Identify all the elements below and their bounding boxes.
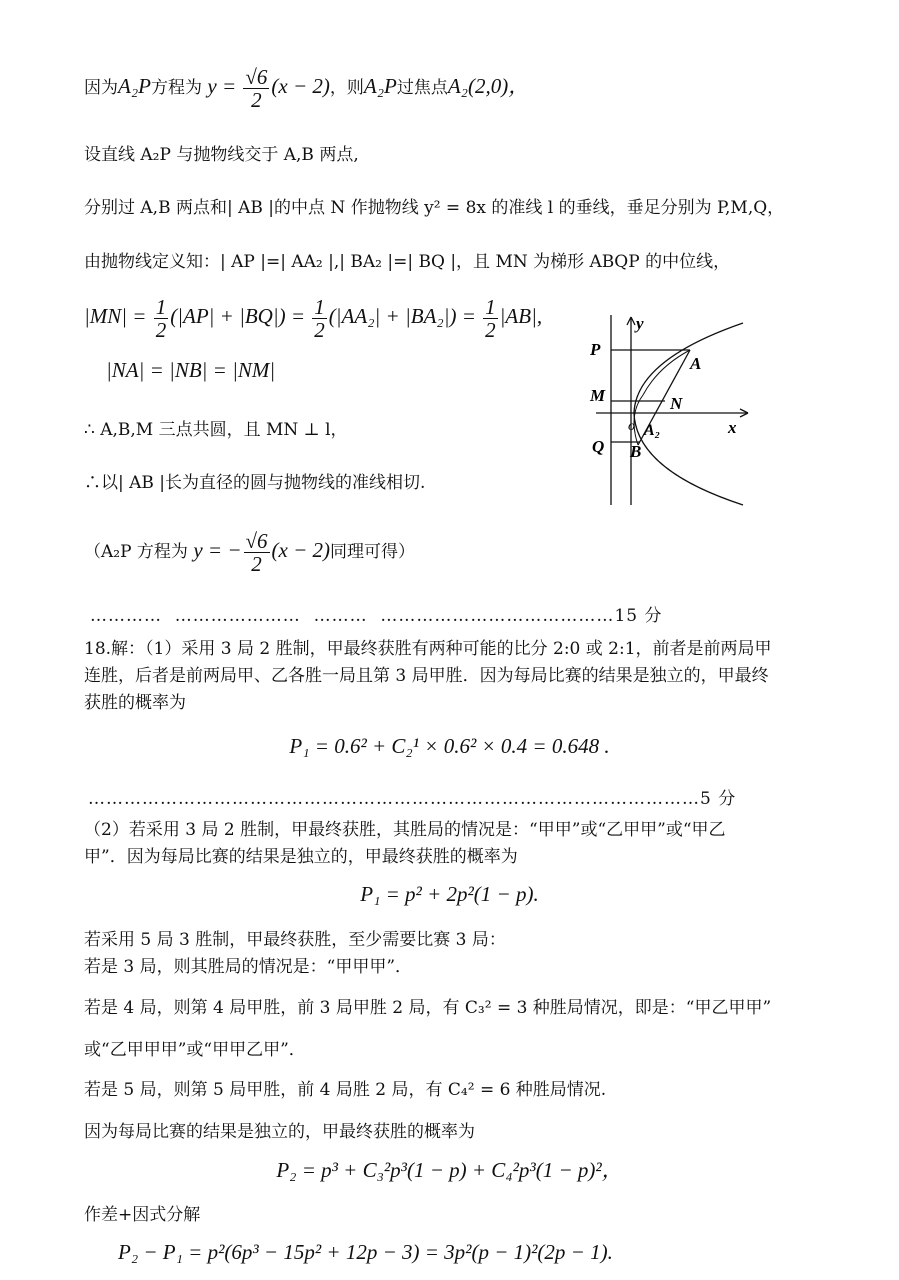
math: P₁ = 0.6² + C₂¹ × 0.6² × 0.4 = 0.648 . <box>289 734 610 758</box>
fraction <box>244 530 270 575</box>
fraction <box>154 296 169 341</box>
text: ，则 <box>329 78 364 98</box>
q18-line-4: （2）若采用 3 局 2 胜制，甲最终获胜，其胜局的情况是：“甲甲”或“乙甲甲”或“甲乙 <box>84 820 726 840</box>
math: y = − <box>193 538 242 562</box>
denominator: 2 <box>314 318 325 342</box>
numerator: 1 <box>314 295 325 319</box>
line-4: 由抛物线定义知：| AP |=| AA₂ |,| BA₂ |=| BQ |，且 MN 为梯形 ABQP 的中位线， <box>84 252 731 272</box>
denominator: 2 <box>485 318 496 342</box>
math: A₂P <box>118 74 151 98</box>
equation-na <box>106 358 275 384</box>
line-7 <box>84 530 415 575</box>
math: y = <box>207 74 242 98</box>
label-b: B <box>630 442 642 461</box>
math: (|AP| + |BQ|) = <box>170 304 311 328</box>
line-2: 设直线 A₂P 与抛物线交于 A,B 两点, <box>84 145 359 165</box>
text: 同理可得） <box>330 542 416 562</box>
label-n: N <box>670 394 683 413</box>
fraction <box>312 296 327 341</box>
q18-line-7: 若是 3 局，则其胜局的情况是：“甲甲甲”． <box>84 957 413 977</box>
math: A₂P <box>363 74 397 98</box>
q18-line-11: 因为每局比赛的结果是独立的，甲最终获胜的概率为 <box>84 1122 475 1142</box>
score-dots-2: …………………………………………………………………………………………5 分 <box>88 789 737 809</box>
math: P₂ = p³ + C₃²p³(1 − p) + C₄²p³(1 − p)²， <box>276 1158 623 1182</box>
q18-line-12: 作差+因式分解 <box>84 1205 201 1225</box>
equation-p1-numeric <box>0 734 899 760</box>
math: P₂ − P₁ = p²(6p³ − 15p² + 12p − 3) = 3p²(p − 1)²(2p − 1). <box>118 1240 613 1264</box>
numerator: 1 <box>485 295 496 319</box>
math: P₁ = p² + 2p²(1 − p). <box>360 882 539 906</box>
label-m: M <box>590 386 606 405</box>
parabola-figure <box>578 305 768 510</box>
line-1 <box>84 66 529 111</box>
score-label: 15 分 <box>614 606 663 626</box>
denominator: 2 <box>155 318 167 342</box>
numerator: 1 <box>155 295 167 319</box>
label-y: y <box>636 314 644 333</box>
line-6: ∴以| AB |长为直径的圆与抛物线的准线相切. <box>84 473 426 493</box>
q18-line-2: 连胜，后者是前两局甲、乙各胜一局且第 3 局甲胜．因为每局比赛的结果是独立的，甲最终 <box>84 666 769 686</box>
q18-line-5: 甲”．因为每局比赛的结果是独立的，甲最终获胜的概率为 <box>84 847 518 867</box>
q18-line-6: 若采用 5 局 3 胜制，甲最终获胜，至少需要比赛 3 局： <box>84 930 506 950</box>
math: (x − 2) <box>271 74 330 98</box>
q18-line-9: 或“乙甲甲甲”或“甲甲乙甲”． <box>84 1040 306 1060</box>
math: (|AA₂| + |BA₂|) = <box>328 304 482 328</box>
math: A₂(2,0)， <box>447 74 530 98</box>
q18-line-3: 获胜的概率为 <box>84 693 186 713</box>
q18-line-10: 若是 5 局，则第 5 局甲胜，前 4 局胜 2 局，有 C₄² = 6 种胜局情况. <box>84 1080 607 1100</box>
text: 因为 <box>84 78 118 98</box>
label-x: x <box>728 418 737 437</box>
label-a2: A₂ <box>644 422 661 439</box>
score-label: 5 分 <box>700 789 737 809</box>
math: |AB|, <box>499 304 543 328</box>
label-p: P <box>590 340 601 359</box>
equation-p2 <box>0 1158 899 1184</box>
denominator: 2 <box>251 552 262 576</box>
line-5: ∴ A,B,M 三点共圆，且 MN ⊥ l， <box>84 420 348 440</box>
text: 方程为 <box>150 78 202 98</box>
line-3: 分别过 A,B 两点和| AB |的中点 N 作抛物线 y² = 8x 的准线 l 的垂线，垂足分别为 P,M,Q， <box>84 198 785 218</box>
text: （A₂P 方程为 <box>84 542 188 562</box>
fraction <box>243 66 269 111</box>
equation-mn <box>84 296 542 341</box>
numerator: √6 <box>245 529 268 553</box>
label-q: Q <box>592 437 605 456</box>
label-a: A <box>690 354 702 373</box>
math: |NA| = |NB| = |NM| <box>106 358 276 382</box>
equation-p1-general <box>0 882 899 908</box>
label-o: o <box>628 419 635 434</box>
numerator: √6 <box>245 65 268 89</box>
q18-line-8: 若是 4 局，则第 4 局甲胜，前 3 局甲胜 2 局，有 C₃² = 3 种胜局情况，即是：“甲乙甲甲” <box>84 998 772 1018</box>
equation-difference <box>118 1240 613 1266</box>
q18-line-1: 18.解：（1）采用 3 局 2 胜制，甲最终获胜有两种可能的比分 2:0 或 2:1，前者是前两局甲 <box>84 639 772 659</box>
fraction <box>483 296 498 341</box>
denominator: 2 <box>251 88 262 112</box>
text: 过焦点 <box>396 78 448 98</box>
score-dots-1: ………… ………………… ……… …………………………………15 分 <box>90 606 663 626</box>
math: (x − 2) <box>271 538 331 562</box>
math: |MN| = <box>84 304 152 328</box>
